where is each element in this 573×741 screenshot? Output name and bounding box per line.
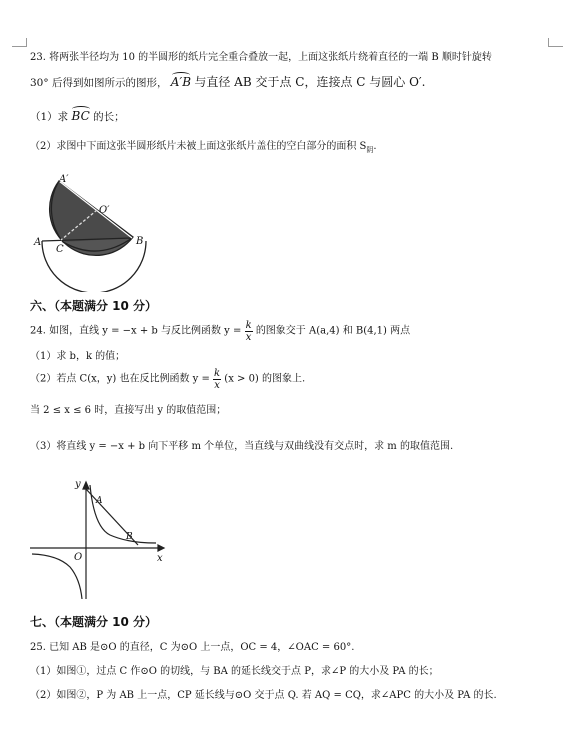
crop-mark-top-left <box>12 38 27 47</box>
q25-part2: （2）如图②，P 为 AB 上一点，CP 延长线与⊙O 交于点 Q. 若 AQ = CQ，求∠APC 的大小及 PA 的长. <box>30 690 497 701</box>
q23-line2 <box>30 75 425 90</box>
subscript-yin: 阴 <box>366 146 374 154</box>
q24-part2-condition: 当 2 ≤ x ≤ 6 时，直接写出 y 的取值范围； <box>30 405 227 416</box>
fraction-k-over-x: $\frac{k}{x}$ <box>245 320 252 343</box>
label-point-b: B <box>126 532 133 542</box>
q25-part1: （1）如图①，过点 C 作⊙O 的切线，与 BA 的延长线交于点 P，求∠P 的大小及 PA 的长； <box>30 666 439 677</box>
q24-part3: （3）将直线 y = −x + b 向下平移 m 个单位，当直线与双曲线没有交点时，求 m 的取值范围. <box>30 441 454 452</box>
figure1-drawing <box>42 181 146 292</box>
section-7-title: 七、（本题满分 10 分） <box>30 615 158 629</box>
label-a: A <box>34 237 42 248</box>
crop-mark-top-right <box>548 38 563 47</box>
label-b: B <box>136 236 144 247</box>
hyperbola-branch-q1 <box>90 485 156 543</box>
fraction-k-over-x-2: $\frac{k}{x}$ <box>214 368 221 391</box>
hyperbola-graph <box>28 477 168 602</box>
q23-line1: 23. 将两张半径均为 10 的半圆形的纸片完全重合叠放一起，上面这张纸片绕着直径的一端 B 顺时针旋转 <box>30 52 492 63</box>
q23-part1: （1）求 BC 的长； <box>30 109 125 124</box>
q24-part2: （2）若点 C(x，y) 也在反比例函数 y = $\frac{k}{x}$ (x > 0) 的图象上. <box>30 368 306 391</box>
q24-line1: 24. 如图，直线 y = −x + b 与反比例函数 y = $\frac{k}{x}$ 的图象交于 A(a,4) 和 B(4,1) 两点 <box>30 320 411 343</box>
q24-part1: （1）求 b，k 的值； <box>30 351 126 362</box>
label-y-axis: y <box>75 479 81 490</box>
q25-line1: 25. 已知 AB 是⊙O 的直径，C 为⊙O 上一点，OC = 4，∠OAC = 60°. <box>30 642 355 653</box>
label-a-prime: A′ <box>59 174 69 185</box>
label-point-a: A <box>96 496 103 506</box>
x-axis-arrow <box>158 545 164 551</box>
arc-a-prime-b: A′B <box>171 75 191 90</box>
semicircle-figure <box>28 172 168 292</box>
label-origin: O <box>74 552 83 563</box>
q23-line2-end: 与直径 AB 交于点 C，连接点 C 与圆心 O′. <box>194 75 426 89</box>
label-c: C <box>56 244 64 255</box>
label-x-axis: x <box>157 553 163 564</box>
shaded-region <box>51 181 132 242</box>
q23-line2-start: 30° 后得到如图所示的图形， <box>30 77 168 89</box>
y-axis-arrow <box>83 482 89 489</box>
q23-part2: （2）求图中下面这张半圆形纸片未被上面这张纸片盖住的空白部分的面积 $S_阴$. <box>30 141 377 154</box>
label-o-prime: O′ <box>99 205 110 216</box>
section-6-title: 六、（本题满分 10 分） <box>30 299 158 313</box>
arc-bc: BC <box>72 109 90 124</box>
